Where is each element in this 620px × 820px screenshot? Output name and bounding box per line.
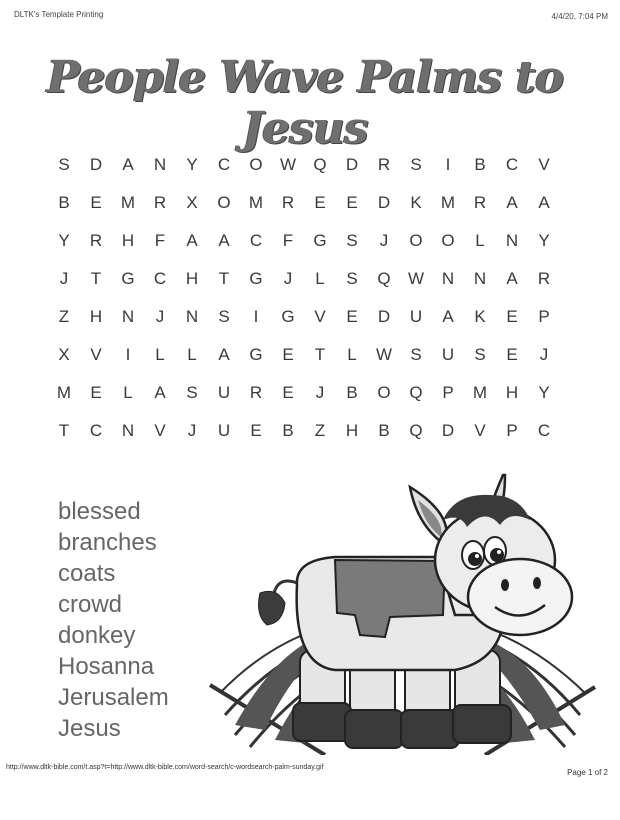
grid-letter: E: [506, 307, 518, 326]
grid-letter: A: [538, 193, 550, 212]
grid-letter: G: [121, 269, 135, 288]
word-list-item: donkey: [58, 622, 136, 649]
grid-letter: F: [154, 231, 166, 250]
grid-letter: S: [474, 345, 486, 364]
grid-letter: H: [89, 307, 103, 326]
word-list-item: branches: [58, 529, 157, 556]
grid-letter: W: [375, 345, 393, 364]
grid-letter: Y: [538, 383, 550, 402]
grid-letter: S: [410, 155, 422, 174]
grid-letter: R: [281, 193, 295, 212]
grid-letter: D: [377, 193, 391, 212]
grid-letter: E: [314, 193, 326, 212]
grid-letter: Z: [314, 421, 326, 440]
grid-letter: Y: [538, 231, 550, 250]
grid-letter: C: [217, 155, 231, 174]
grid-letter: A: [122, 155, 134, 174]
grid-letter: L: [123, 383, 133, 402]
grid-letter: N: [473, 269, 487, 288]
grid-letter: Q: [377, 269, 391, 288]
grid-letter: C: [537, 421, 551, 440]
grid-letter: X: [58, 345, 70, 364]
grid-letter: Z: [58, 307, 70, 326]
grid-letter: Q: [409, 383, 423, 402]
grid-letter: S: [186, 383, 198, 402]
grid-letter: D: [345, 155, 359, 174]
grid-letter: U: [409, 307, 423, 326]
grid-letter: Q: [313, 155, 327, 174]
grid-letter: M: [248, 193, 264, 212]
grid-letter: A: [154, 383, 166, 402]
grid-letter: J: [59, 269, 69, 288]
grid-letter: S: [410, 345, 422, 364]
word-list-item: blessed: [58, 498, 141, 525]
grid-letter: H: [505, 383, 519, 402]
print-header-source: DLTK's Template Printing: [14, 10, 104, 19]
grid-letter: C: [153, 269, 167, 288]
donkey-tail-tuft: [259, 591, 285, 625]
grid-letter: E: [282, 383, 294, 402]
grid-letter: J: [187, 421, 197, 440]
grid-letter: W: [407, 269, 425, 288]
grid-letter: V: [538, 155, 550, 174]
grid-letter: C: [505, 155, 519, 174]
word-list: [58, 496, 169, 744]
grid-letter: O: [409, 231, 423, 250]
grid-letter: N: [121, 421, 135, 440]
word-list-item: Hosanna: [58, 653, 155, 680]
grid-letter: O: [249, 155, 263, 174]
grid-letter: V: [314, 307, 326, 326]
word-list-item: crowd: [58, 591, 123, 618]
grid-letter: D: [89, 155, 103, 174]
grid-letter: L: [187, 345, 197, 364]
donkey-muzzle: [468, 559, 572, 635]
grid-letter: U: [217, 383, 231, 402]
grid-letter: O: [377, 383, 391, 402]
grid-letter: A: [186, 231, 198, 250]
grid-letter: V: [154, 421, 166, 440]
grid-letter: R: [537, 269, 551, 288]
grid-letter: A: [218, 231, 230, 250]
grid-letter: J: [539, 345, 549, 364]
grid-letter: M: [472, 383, 488, 402]
grid-letter: U: [217, 421, 231, 440]
grid-letter: E: [506, 345, 518, 364]
grid-letter: G: [281, 307, 295, 326]
grid-letter: Y: [186, 155, 198, 174]
grid-letter: B: [58, 193, 70, 212]
grid-letter: G: [249, 269, 263, 288]
grid-letter: H: [345, 421, 359, 440]
grid-letter: O: [217, 193, 231, 212]
grid-letter: A: [506, 269, 518, 288]
donkey-on-palm-branches-icon: [205, 465, 600, 755]
grid-letter: R: [89, 231, 103, 250]
grid-letter: I: [125, 345, 131, 364]
grid-letter: R: [249, 383, 263, 402]
print-footer-page: Page 1 of 2: [567, 768, 608, 777]
grid-letter: T: [58, 421, 70, 440]
grid-letter: G: [249, 345, 263, 364]
grid-letter: S: [346, 231, 358, 250]
grid-letter: B: [346, 383, 358, 402]
grid-letter: R: [473, 193, 487, 212]
grid-letter: T: [314, 345, 326, 364]
grid-letter: N: [153, 155, 167, 174]
grid-letter: L: [315, 269, 325, 288]
grid-letter: R: [153, 193, 167, 212]
grid-letter: L: [475, 231, 485, 250]
grid-letter: A: [506, 193, 518, 212]
grid-letter: I: [445, 155, 451, 174]
grid-letter: C: [249, 231, 263, 250]
grid-letter: S: [58, 155, 70, 174]
grid-letter: K: [410, 193, 422, 212]
grid-letter: E: [346, 193, 358, 212]
grid-letter: K: [474, 307, 486, 326]
grid-letter: A: [218, 345, 230, 364]
grid-letter: T: [218, 269, 230, 288]
grid-letter: E: [90, 383, 102, 402]
grid-letter: B: [474, 155, 486, 174]
grid-letter: F: [282, 231, 294, 250]
print-header-datetime: 4/4/20, 7:04 PM: [551, 12, 608, 21]
grid-letter: N: [441, 269, 455, 288]
word-list-item: Jerusalem: [58, 684, 169, 711]
grid-letter: T: [90, 269, 102, 288]
grid-letter: E: [90, 193, 102, 212]
grid-letter: L: [155, 345, 165, 364]
grid-letter: M: [440, 193, 456, 212]
grid-letter: B: [282, 421, 294, 440]
print-footer-url: http://www.dltk-bible.com/t.asp?t=http://www.dltk-bible.com/word-search/c-wordsearch-palm-sunday.gif: [6, 764, 324, 771]
grid-letter: J: [379, 231, 389, 250]
grid-letter: R: [377, 155, 391, 174]
grid-letter: P: [538, 307, 550, 326]
grid-letter: V: [474, 421, 486, 440]
grid-letter: I: [253, 307, 259, 326]
grid-letter: D: [441, 421, 455, 440]
grid-letter: H: [185, 269, 199, 288]
word-search-grid: [48, 150, 560, 454]
grid-letter: J: [283, 269, 293, 288]
grid-letter: E: [250, 421, 262, 440]
grid-letter: N: [185, 307, 199, 326]
grid-letter: O: [441, 231, 455, 250]
grid-letter: N: [121, 307, 135, 326]
grid-letter: E: [282, 345, 294, 364]
grid-letter: V: [90, 345, 102, 364]
grid-letter: P: [442, 383, 454, 402]
grid-letter: N: [505, 231, 519, 250]
grid-letter: Y: [58, 231, 70, 250]
grid-letter: P: [506, 421, 518, 440]
grid-letter: B: [378, 421, 390, 440]
grid-letter: D: [377, 307, 391, 326]
grid-letter: A: [442, 307, 454, 326]
grid-letter: E: [346, 307, 358, 326]
grid-letter: C: [89, 421, 103, 440]
grid-letter: J: [315, 383, 325, 402]
grid-letter: S: [218, 307, 230, 326]
grid-letter: S: [346, 269, 358, 288]
grid-letter: M: [120, 193, 136, 212]
grid-letter: U: [441, 345, 455, 364]
page-title: People Wave Palms to Jesus: [46, 52, 564, 154]
grid-letter: Q: [409, 421, 423, 440]
grid-letter: M: [56, 383, 72, 402]
grid-letter: J: [155, 307, 165, 326]
word-list-item: coats: [58, 560, 116, 587]
grid-letter: L: [347, 345, 357, 364]
grid-letter: X: [186, 193, 198, 212]
grid-letter: H: [121, 231, 135, 250]
word-list-item: Jesus: [58, 715, 121, 742]
grid-letter: W: [279, 155, 297, 174]
grid-letter: G: [313, 231, 327, 250]
